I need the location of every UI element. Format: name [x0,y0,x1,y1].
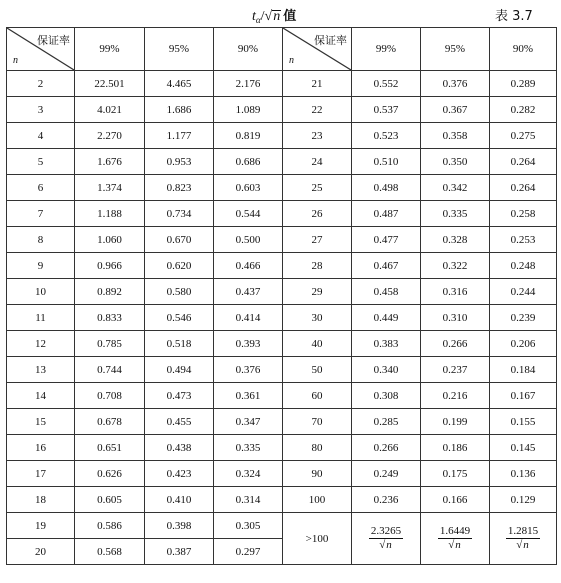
value-cell: 1.089 [214,97,283,123]
table-row [7,383,557,409]
value-cell: 0.308 [352,383,421,409]
table-row [7,71,557,97]
value-cell: 0.216 [421,383,490,409]
title-row [0,0,561,26]
sqrt-icon: √ [448,539,455,551]
value-cell: 0.678 [75,409,145,435]
row-n-cell: 7 [7,201,75,227]
title-subscript: α [255,15,261,25]
row-n-cell: 29 [283,279,352,305]
header-col-90: 90% [490,28,557,71]
row-n-cell: 80 [283,435,352,461]
value-cell: 0.498 [352,175,421,201]
row-n-cell: 25 [283,175,352,201]
value-cell: 0.518 [145,331,214,357]
value-cell: 4.465 [145,71,214,97]
header-n-label: n [289,55,294,66]
row-n-cell: 19 [7,513,75,539]
value-cell: 0.206 [490,331,557,357]
sqrt-icon: √ [379,539,386,551]
value-cell: 0.785 [75,331,145,357]
table-title [252,5,296,25]
row-n-cell: 10 [7,279,75,305]
row-n-cell: 40 [283,331,352,357]
row-n-cell: 3 [7,97,75,123]
value-cell: 0.383 [352,331,421,357]
value-cell: 0.367 [421,97,490,123]
fraction [369,525,403,552]
table-row [7,123,557,149]
fraction-numerator: 2.3265 [370,525,402,537]
table-row [7,227,557,253]
header-col-99: 99% [352,28,421,71]
value-cell: 0.358 [421,123,490,149]
value-cell: 0.324 [214,461,283,487]
row-n-cell: 22 [283,97,352,123]
formula-cell [352,513,421,565]
value-cell: 0.248 [490,253,557,279]
value-cell: 0.322 [421,253,490,279]
value-cell: 0.544 [214,201,283,227]
value-cell: 1.188 [75,201,145,227]
value-cell: 0.819 [214,123,283,149]
value-cell: 0.823 [145,175,214,201]
header-col-95: 95% [145,28,214,71]
t-alpha-table [6,27,557,565]
value-cell: 0.686 [214,149,283,175]
table-row [7,513,557,539]
value-cell: 0.253 [490,227,557,253]
value-cell: 0.510 [352,149,421,175]
table-body [7,28,557,565]
value-cell: 1.374 [75,175,145,201]
value-cell: 0.438 [145,435,214,461]
fraction-denominator [438,539,472,552]
value-cell: 0.603 [214,175,283,201]
value-cell: 0.184 [490,357,557,383]
fraction [506,525,540,552]
row-n-cell: 17 [7,461,75,487]
value-cell: 0.586 [75,513,145,539]
value-cell: 0.966 [75,253,145,279]
value-cell: 0.237 [421,357,490,383]
table-row [7,175,557,201]
row-n-cell: 4 [7,123,75,149]
value-cell: 1.686 [145,97,214,123]
value-cell: 0.473 [145,383,214,409]
row-n-cell: 23 [283,123,352,149]
row-n-cell: 11 [7,305,75,331]
value-cell: 0.398 [145,513,214,539]
table-row [7,305,557,331]
value-cell: 2.176 [214,71,283,97]
value-cell: 0.467 [352,253,421,279]
diagonal-header-left [7,28,75,71]
value-cell: 0.651 [75,435,145,461]
value-cell: 0.620 [145,253,214,279]
table-row [7,461,557,487]
value-cell: 0.376 [214,357,283,383]
row-n-cell: 16 [7,435,75,461]
value-cell: 0.342 [421,175,490,201]
row-n-cell: 21 [283,71,352,97]
value-cell: 0.580 [145,279,214,305]
value-cell: 0.136 [490,461,557,487]
value-cell: 0.437 [214,279,283,305]
value-cell: 0.335 [421,201,490,227]
row-n-cell: 14 [7,383,75,409]
value-cell: 0.953 [145,149,214,175]
value-cell: 4.021 [75,97,145,123]
value-cell: 0.546 [145,305,214,331]
sqrt-icon: √ [516,539,523,551]
value-cell: 0.523 [352,123,421,149]
value-cell: 0.605 [75,487,145,513]
table-row [7,201,557,227]
row-n-cell: 70 [283,409,352,435]
value-cell: 0.275 [490,123,557,149]
table-row [7,331,557,357]
diagonal-header-right [283,28,352,71]
row-n-cell: 13 [7,357,75,383]
row-n-cell: 12 [7,331,75,357]
value-cell: 0.568 [75,539,145,565]
value-cell: 0.744 [75,357,145,383]
value-cell: 0.670 [145,227,214,253]
value-cell: 0.155 [490,409,557,435]
table-row [7,409,557,435]
value-cell: 0.708 [75,383,145,409]
value-cell: 0.297 [214,539,283,565]
row-n-cell: 24 [283,149,352,175]
value-cell: 2.270 [75,123,145,149]
row-n-cell: 28 [283,253,352,279]
value-cell: 0.166 [421,487,490,513]
value-cell: 0.266 [352,435,421,461]
value-cell: 0.282 [490,97,557,123]
fraction-denominator [369,539,403,552]
value-cell: 0.244 [490,279,557,305]
value-cell: 0.537 [352,97,421,123]
row-n-cell: 20 [7,539,75,565]
value-cell: 1.060 [75,227,145,253]
value-cell: 0.423 [145,461,214,487]
fraction-denominator-n: n [455,539,461,551]
value-cell: 0.129 [490,487,557,513]
row-n-cell: 60 [283,383,352,409]
title-suffix: 值 [283,9,297,24]
table-row [7,97,557,123]
row-n-cell: 27 [283,227,352,253]
value-cell: 0.340 [352,357,421,383]
value-cell: 0.186 [421,435,490,461]
value-cell: 1.177 [145,123,214,149]
value-cell: 0.258 [490,201,557,227]
header-rate-label: 保证率 [314,34,347,47]
value-cell: 0.410 [145,487,214,513]
value-cell: 0.285 [352,409,421,435]
value-cell: 0.314 [214,487,283,513]
row-n-cell: 15 [7,409,75,435]
value-cell: 0.199 [421,409,490,435]
sqrt-icon: √ [264,9,273,24]
row-n-cell: 100 [283,487,352,513]
table-row [7,487,557,513]
header-col-90: 90% [214,28,283,71]
value-cell: 0.167 [490,383,557,409]
fraction-denominator-n: n [386,539,392,551]
value-cell: 0.175 [421,461,490,487]
value-cell: 1.676 [75,149,145,175]
fraction-numerator: 1.2815 [507,525,539,537]
value-cell: 0.310 [421,305,490,331]
value-cell: 0.376 [421,71,490,97]
row-n-cell: 30 [283,305,352,331]
row-n-cell: 6 [7,175,75,201]
table-row [7,357,557,383]
value-cell: 0.455 [145,409,214,435]
title-n: n [273,9,281,24]
header-col-95: 95% [421,28,490,71]
value-cell: 0.361 [214,383,283,409]
table-number: 表 3.7 [495,9,533,24]
value-cell: 0.289 [490,71,557,97]
value-cell: 0.449 [352,305,421,331]
row-n-cell: 2 [7,71,75,97]
value-cell: 0.734 [145,201,214,227]
value-cell: 0.414 [214,305,283,331]
row-n-cell: 26 [283,201,352,227]
table-row [7,149,557,175]
value-cell: 0.305 [214,513,283,539]
value-cell: 22.501 [75,71,145,97]
formula-cell [421,513,490,565]
table-row [7,279,557,305]
value-cell: 0.145 [490,435,557,461]
value-cell: 0.458 [352,279,421,305]
header-col-99: 99% [75,28,145,71]
row-n-cell-over-100: >100 [283,513,352,565]
value-cell: 0.239 [490,305,557,331]
formula-cell [490,513,557,565]
value-cell: 0.328 [421,227,490,253]
value-cell: 0.393 [214,331,283,357]
value-cell: 0.266 [421,331,490,357]
value-cell: 0.264 [490,149,557,175]
value-cell: 0.335 [214,435,283,461]
row-n-cell: 90 [283,461,352,487]
value-cell: 0.466 [214,253,283,279]
value-cell: 0.350 [421,149,490,175]
value-cell: 0.236 [352,487,421,513]
value-cell: 0.892 [75,279,145,305]
value-cell: 0.316 [421,279,490,305]
header-rate-label: 保证率 [37,34,70,47]
row-n-cell: 5 [7,149,75,175]
value-cell: 0.494 [145,357,214,383]
value-cell: 0.477 [352,227,421,253]
value-cell: 0.500 [214,227,283,253]
value-cell: 0.552 [352,71,421,97]
fraction-numerator: 1.6449 [439,525,471,537]
row-n-cell: 9 [7,253,75,279]
row-n-cell: 8 [7,227,75,253]
value-cell: 0.833 [75,305,145,331]
header-row [7,28,557,71]
fraction-denominator-n: n [523,539,529,551]
value-cell: 0.347 [214,409,283,435]
value-cell: 0.487 [352,201,421,227]
table-row [7,253,557,279]
value-cell: 0.249 [352,461,421,487]
value-cell: 0.387 [145,539,214,565]
value-cell: 0.626 [75,461,145,487]
table-row [7,435,557,461]
row-n-cell: 18 [7,487,75,513]
header-n-label: n [13,55,18,66]
fraction-denominator [506,539,540,552]
value-cell: 0.264 [490,175,557,201]
title-slash: / [260,9,265,24]
fraction [438,525,472,552]
title-t: t [252,9,256,24]
row-n-cell: 50 [283,357,352,383]
